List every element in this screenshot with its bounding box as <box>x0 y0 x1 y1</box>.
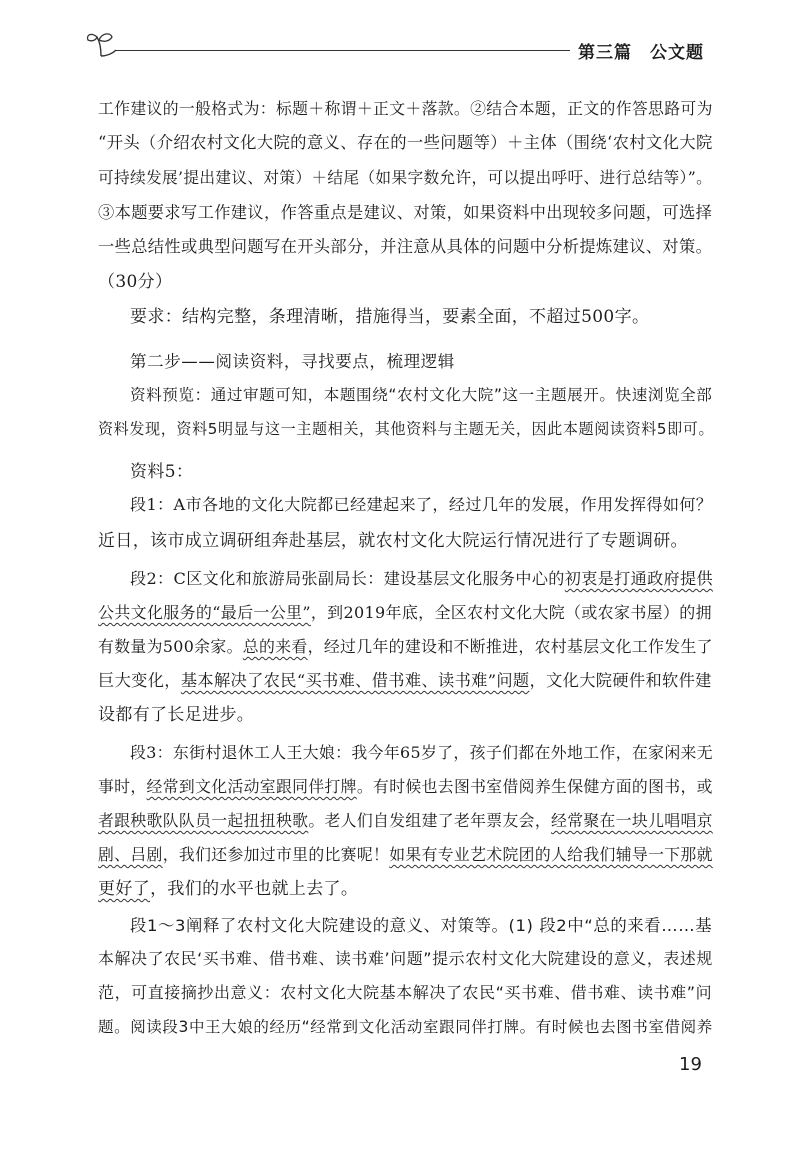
intro-line: “开头（介绍农村文化大院的意义、存在的一些问题等）＋主体（围绕‘农村文化大院 <box>98 133 713 152</box>
material-p3-line <box>98 876 358 902</box>
text-segment: ，我们的水平也就上去了。 <box>150 879 359 899</box>
text-segment: 段2：C区文化和旅游局张副局长：建设基层文化服务中心的 <box>130 569 565 588</box>
underlined-key-phrase: 基本解决了农民“买书难、借书难、读书难”问题 <box>180 671 530 690</box>
material-p2-line <box>98 634 713 660</box>
analysis-line: 段1～3阐释了农村文化大院建设的意义、对策等。(1) 段2中“总的来看……基 <box>130 916 713 935</box>
material-p1-line: 近日，该市成立调研组奔赴基层，就农村文化大院运行情况进行了专题调研。 <box>98 531 688 551</box>
material-p3-line: 段3：东街村退休工人王大娘：我今年65岁了，孩子们都在外地工作，在家闲来无 <box>130 743 714 762</box>
analysis-line: 本解决了农民‘买书难、借书难、读书难’问题”提示农村文化大院建设的意义，表述规 <box>98 949 713 968</box>
underlined-key-phrase: 经常聚在一块儿唱唱京 <box>551 811 713 830</box>
underlined-key-phrase: 者跟秧歌队队员一起扭扭秧歌 <box>98 811 309 830</box>
intro-line: 工作建议的一般格式为：标题＋称谓＋正文＋落款。②结合本题，正文的作答思路可为 <box>98 99 713 118</box>
material-label: 资料5： <box>130 462 194 482</box>
material-p2-line <box>98 668 712 694</box>
sprout-icon <box>84 28 118 58</box>
underlined-key-phrase: 如果有专业艺术院团的人给我们辅导一下那就 <box>389 845 713 864</box>
text-segment: ，我们还参加过市里的比赛呢！ <box>162 845 390 864</box>
header-divider <box>116 50 570 51</box>
material-p1-line: 段1：A市各地的文化大院都已经建起来了，经过几年的发展，作用发挥得如何？ <box>130 495 713 514</box>
underlined-key-phrase: 更好了 <box>98 879 151 899</box>
preview-line: 资料预览：通过审题可知，本题围绕“农村文化大院”这一主题展开。快速浏览全部 <box>130 386 713 404</box>
underlined-key-phrase: 初衷是打通政府提供 <box>564 569 713 588</box>
text-segment: 。老人们自发组建了老年票友会， <box>308 811 552 830</box>
underlined-key-phrase: 公共文化服务的“最后一公里” <box>98 603 311 622</box>
requirement-text: 要求：结构完整，条理清晰，措施得当，要素全面，不超过500字。 <box>130 307 650 327</box>
preview-line: 资料发现，资料5明显与这一主题相关，其他资料与主题无关，因此本题阅读资料5即可。 <box>98 420 715 438</box>
text-segment: ，到2019年底，全区农村文化大院（或农家书屋）的拥 <box>310 603 712 622</box>
text-segment: 。有时候也去图书室借阅养生保健方面的图书，或 <box>356 777 713 796</box>
material-p3-line <box>98 842 713 868</box>
material-p2-line: 设都有了长足进步。 <box>98 705 255 725</box>
text-segment: 巨大变化， <box>98 671 181 690</box>
intro-line: 一些总结性或典型问题写在开头部分，并注意从具体的问题中分析提炼建议、对策。 <box>98 237 713 256</box>
intro-line: 可持续发展’提出建议、对策）＋结尾（如果字数允许，可以提出呼吁、进行总结等）”。 <box>98 168 713 187</box>
analysis-line: 题。阅读段3中王大娘的经历“经常到文化活动室跟同伴打牌。有时候也去图书室借阅养 <box>98 1018 713 1036</box>
underlined-key-phrase: 经常到文化活动室跟同伴打牌 <box>146 777 357 796</box>
page-number: 19 <box>679 1054 702 1075</box>
text-segment: ，文化大院硬件和软件建 <box>529 671 712 690</box>
chapter-title: 第三篇 公文题 <box>578 43 704 63</box>
step2-title: 第二步——阅读资料，寻找要点，梳理逻辑 <box>130 352 455 371</box>
score-text: （30分） <box>98 272 173 292</box>
material-p3-line <box>98 774 713 800</box>
text-segment: ，经过几年的建设和不断推进，农村基层文化工作发生了 <box>307 637 713 656</box>
text-segment: 事时， <box>98 777 147 796</box>
intro-line: ③本题要求写工作建议，作答重点是建议、对策，如果资料中出现较多问题，可选择 <box>98 203 713 222</box>
analysis-line: 范，可直接摘抄出意义：农村文化大院基本解决了农民“买书难、借书难、读书难”问 <box>98 983 713 1002</box>
underlined-key-phrase: 总的来看 <box>242 637 308 656</box>
underlined-key-phrase: 剧、吕剧 <box>98 845 163 864</box>
material-p2-line <box>98 600 712 626</box>
material-p3-line <box>98 808 713 834</box>
text-segment: 有数量为500余家。 <box>98 637 243 656</box>
material-p2-line <box>130 566 713 592</box>
